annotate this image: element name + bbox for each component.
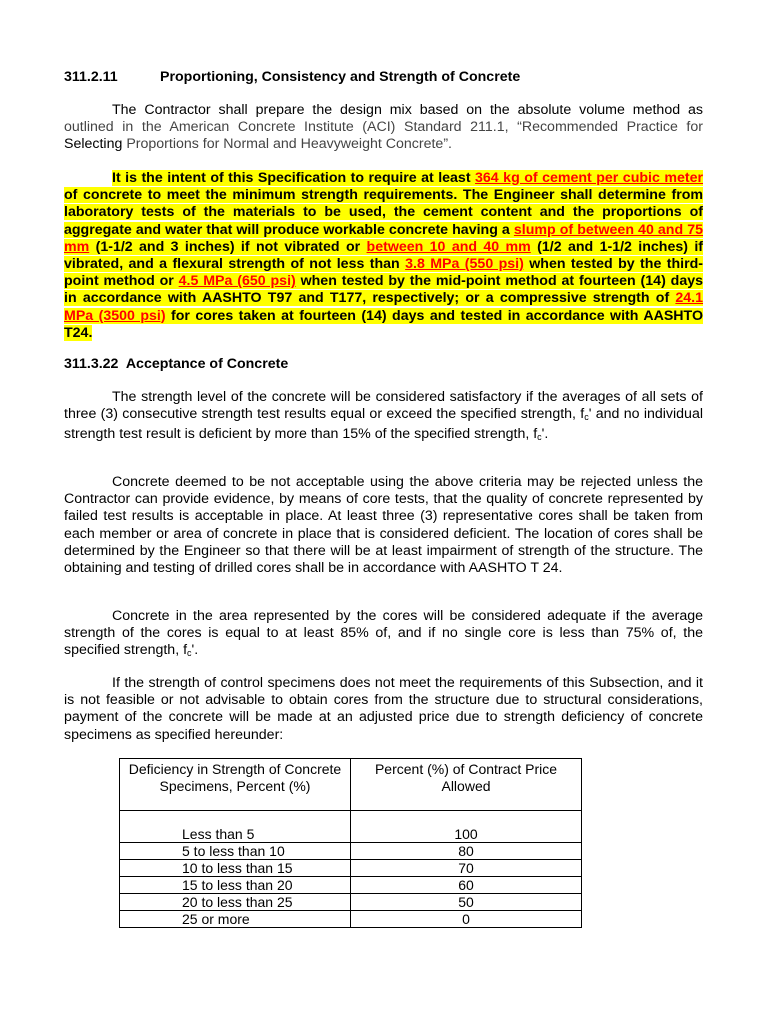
paragraph-payment-adjustment: If the strength of control specimens does not meet the requirements of this Subsection, and it is not feasible or not advisable to obtain cores from the structure due to structural considerations, payment of the concrete will be made at an adjusted price due to strength deficiency of concrete specimens as specified hereunder: — [64, 675, 703, 743]
table-header-price: Percent (%) of Contract Price Allowed — [351, 759, 582, 811]
highlight-text: (1-1/2 and 3 inches) if not vibrated or — [89, 238, 367, 255]
table-cell: 70 — [351, 860, 582, 877]
table-cell: Less than 5 — [120, 811, 351, 843]
paragraph-text: Proportions for Normal and Heavyweight Concrete”. — [122, 136, 452, 153]
highlight-text: when tested by the third-point method or — [64, 256, 703, 290]
red-emphasis-vibrated: between 10 and 40 mm — [366, 238, 531, 255]
table-row — [120, 877, 582, 894]
highlight-text: (1/2 and 1-1/2 inches) if vibrated, and a flexural strength of not less than — [64, 238, 703, 273]
table-cell: 50 — [351, 894, 582, 911]
table-cell: 60 — [351, 877, 582, 894]
subscript-c: c — [537, 432, 542, 443]
paragraph-text: '. — [541, 426, 549, 443]
table-cell: 25 or more — [120, 911, 351, 928]
subscript-c: c — [187, 648, 192, 659]
highlight-text: It is the intent of this Specification to require at least — [112, 170, 476, 186]
table-header-row — [120, 759, 582, 811]
section-title: Proportioning, Consistency and Strength of Concrete — [160, 69, 521, 85]
section-title: Acceptance of Concrete — [125, 356, 289, 372]
table-cell: 10 to less than 15 — [120, 860, 351, 877]
red-emphasis-slump: slump of between 40 and 75 mm — [64, 221, 703, 255]
paragraph-text: Concrete in the area represented by the cores will be considered adequate if the average strength of the cores is equal to at least 85% of, and if no single core is less than 75% of, the specified strength, f — [64, 608, 703, 659]
highlight-text: for cores taken at fourteen (14) days and tested in accordance with AASHTO T24. — [64, 307, 703, 341]
subscript-c: c — [584, 412, 589, 423]
table-cell: 20 to less than 25 — [120, 894, 351, 911]
table-cell: 0 — [351, 911, 582, 928]
paragraph-strength-level — [64, 389, 703, 447]
red-emphasis-compressive: 24.1 MPa (3500 psi) — [64, 290, 703, 324]
table-row — [120, 843, 582, 860]
section-heading-311-2-11 — [64, 69, 703, 86]
red-emphasis-cement: 364 kg of cement per cubic meter — [475, 170, 703, 186]
table-cell: 80 — [351, 843, 582, 860]
highlight-text: when tested by the mid-point method at fourteen (14) days in accordance with AASHTO T97 and T177, respectively; or a compressive strength of — [64, 273, 703, 307]
table-row — [120, 860, 582, 877]
paragraph-text: outlined in the American Concrete Institute (ACI) Standard 211.1, “Recommended Practice for — [64, 119, 703, 136]
section-number: 311.2.11 — [64, 69, 118, 85]
section-number: 311.3.22 — [64, 356, 119, 372]
paragraph-text: '. — [191, 642, 199, 659]
deficiency-table — [119, 758, 582, 928]
paragraph-text: The Contractor shall prepare the design mix based on the absolute volume method as — [112, 102, 703, 118]
paragraph-design-mix — [64, 102, 703, 154]
table-row — [120, 894, 582, 911]
table-row — [120, 811, 582, 843]
paragraph-core-tests: Concrete deemed to be not acceptable using the above criteria may be rejected unless the Contractor can provide evidence, by means of core tests, that the quality of concrete represented by failed test results is acceptable in place. At least three (3) representative cores shall be taken from each member or area of concrete in place that is considered deficient. The location of cores shall be determined by the Engineer so that there will be at least impairment of strength of the structure. The obtaining and testing of drilled cores shall be in accordance with AASHTO T 24. — [64, 474, 703, 577]
highlight-text: of concrete to meet the minimum strength requirements. The Engineer shall determine from laboratory tests of the materials to be used, the cement content and the proportions of aggregate and water that will produce workable concrete having a — [64, 187, 703, 238]
table-header-deficiency: Deficiency in Strength of Concrete Specimens, Percent (%) — [120, 759, 351, 811]
table-cell: 5 to less than 10 — [120, 843, 351, 860]
section-heading-311-3-22 — [64, 356, 703, 373]
table-cell: 15 to less than 20 — [120, 877, 351, 894]
table-row — [120, 911, 582, 928]
table-cell: 100 — [351, 811, 582, 843]
paragraph-text: Selecting — [64, 136, 123, 153]
paragraph-text: ' and no individual strength test result is deficient by more than 15% of the specified strength, f — [64, 406, 703, 443]
paragraph-highlighted-requirements — [64, 170, 703, 342]
paragraph-text: The strength level of the concrete will be considered satisfactory if the averages of all sets of three (3) consecutive strength test results equal or exceed the specified strength, f — [64, 389, 703, 423]
red-emphasis-flexural-third: 3.8 MPa (550 psi) — [405, 256, 524, 273]
paragraph-core-adequacy — [64, 608, 703, 663]
red-emphasis-flexural-mid: 4.5 MPa (650 psi) — [178, 273, 296, 290]
